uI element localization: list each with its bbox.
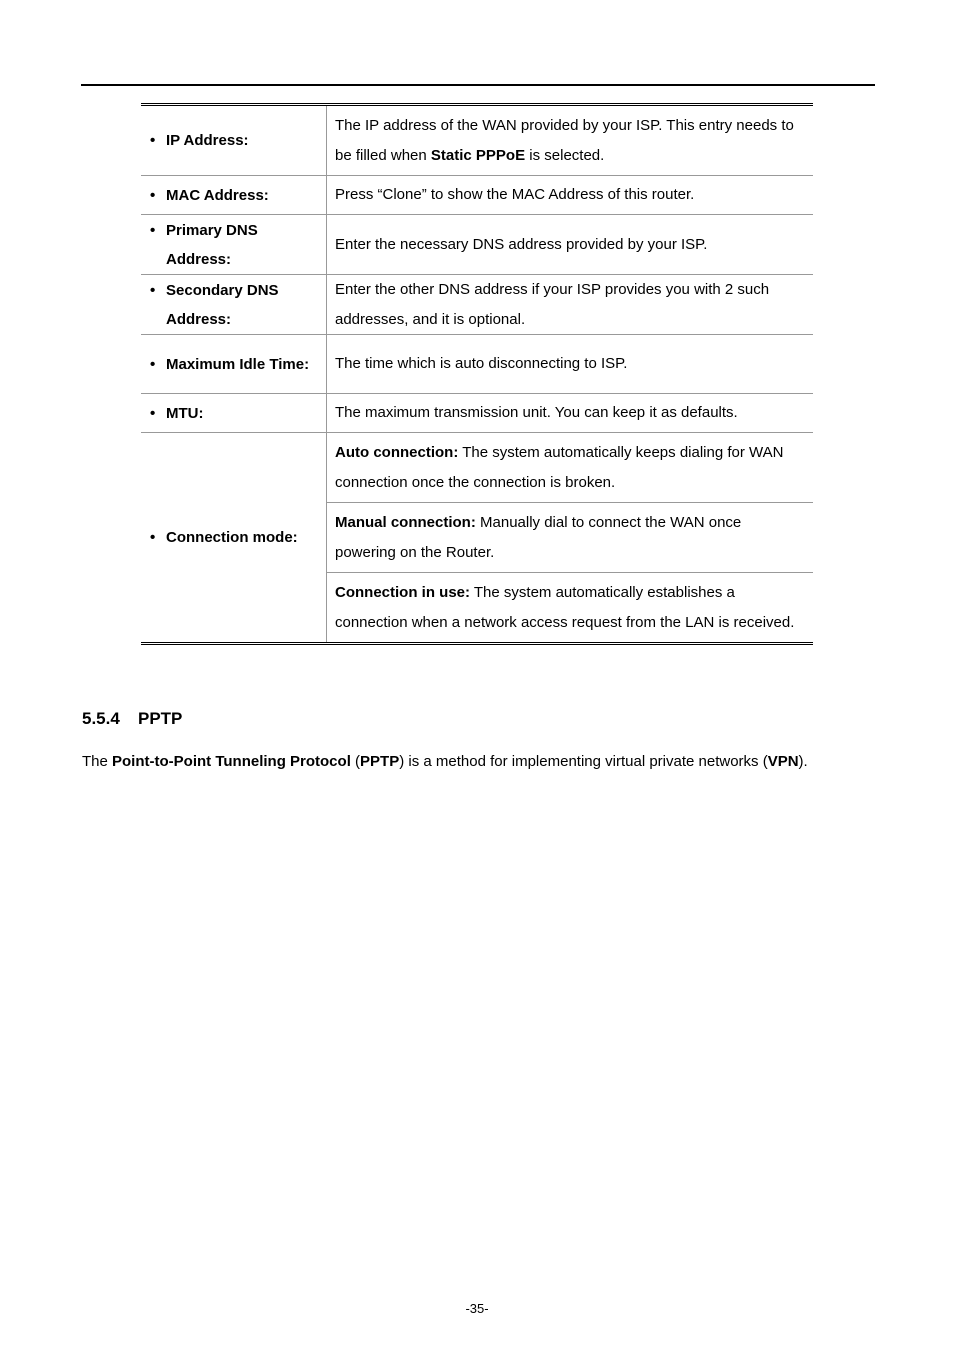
table-row	[141, 176, 813, 215]
table-row	[141, 215, 813, 275]
term-label: IP Address:	[166, 132, 249, 149]
desc-text: The time which is auto disconnecting to ISP.	[335, 355, 628, 373]
table-row	[141, 394, 813, 433]
desc-text: The IP address of the WAN provided by your ISP. This entry needs to be filled when	[335, 117, 794, 164]
connection-mode-manual	[327, 502, 813, 572]
term-cell	[141, 433, 327, 644]
table-row	[141, 105, 813, 176]
desc-text: is selected.	[525, 146, 605, 164]
term-cell	[141, 215, 327, 275]
section-title: PPTP	[138, 709, 183, 728]
table-row	[141, 275, 813, 335]
mode-text: Manually dial to connect the WAN once powering on the Router.	[335, 514, 742, 561]
bullet-icon: •	[150, 281, 156, 299]
intro-emphasis: VPN	[767, 753, 799, 770]
term-label: Primary DNS Address:	[166, 221, 258, 268]
intro-text: (	[350, 753, 361, 770]
section-number: 5.5.4	[82, 709, 120, 728]
section-heading	[82, 709, 182, 729]
term-cell	[141, 275, 327, 335]
desc-text: Enter the other DNS address if your ISP provides you with 2 such addresses, and it is optional.	[335, 281, 770, 328]
desc-text: Press “Clone” to show the MAC Address of this router.	[335, 186, 695, 204]
parameter-table	[141, 103, 813, 645]
intro-text: The	[82, 753, 113, 770]
page-number: -35-	[465, 1301, 489, 1316]
desc-cell	[327, 176, 814, 215]
desc-text: Enter the necessary DNS address provided by your ISP.	[335, 235, 708, 253]
term-label: Connection mode:	[166, 529, 298, 546]
desc-cell	[327, 335, 814, 394]
term-cell	[141, 394, 327, 433]
intro-paragraph	[82, 753, 808, 770]
desc-cell	[327, 433, 814, 644]
bullet-icon: •	[150, 529, 156, 546]
intro-text: ).	[798, 753, 808, 770]
desc-cell	[327, 105, 814, 176]
mode-label: Connection in use:	[335, 584, 470, 601]
term-label: Secondary DNS Address:	[166, 281, 279, 328]
intro-emphasis: Point-to-Point Tunneling Protocol	[112, 753, 351, 770]
desc-emphasis: Static PPPoE	[430, 146, 526, 164]
term-cell	[141, 335, 327, 394]
term-label: Maximum Idle Time:	[166, 355, 310, 373]
term-cell	[141, 176, 327, 215]
mode-label: Auto connection:	[335, 444, 459, 461]
term-cell	[141, 105, 327, 176]
table-row	[141, 335, 813, 394]
mode-text: The system automatically establishes a connection when a network access request from the LAN is received.	[335, 584, 795, 631]
intro-text: ) is a method for implementing virtual private networks (	[399, 753, 768, 770]
connection-mode-in-use	[327, 572, 813, 642]
desc-text: The maximum transmission unit. You can keep it as defaults.	[335, 404, 738, 422]
connection-mode-auto	[335, 433, 805, 502]
bullet-icon: •	[150, 404, 156, 422]
term-label: MTU:	[166, 404, 204, 422]
desc-cell	[327, 394, 814, 433]
header-rule	[81, 84, 875, 86]
bullet-icon: •	[150, 355, 156, 373]
bullet-icon: •	[150, 132, 156, 149]
intro-emphasis: PPTP	[360, 753, 400, 770]
desc-cell	[327, 275, 814, 335]
table-row	[141, 433, 813, 644]
desc-cell	[327, 215, 814, 275]
bullet-icon: •	[150, 186, 156, 204]
bullet-icon: •	[150, 221, 156, 239]
mode-label: Manual connection:	[335, 514, 476, 531]
term-label: MAC Address:	[166, 186, 269, 204]
mode-text: The system automatically keeps dialing for WAN connection once the connection is broken.	[335, 444, 784, 491]
